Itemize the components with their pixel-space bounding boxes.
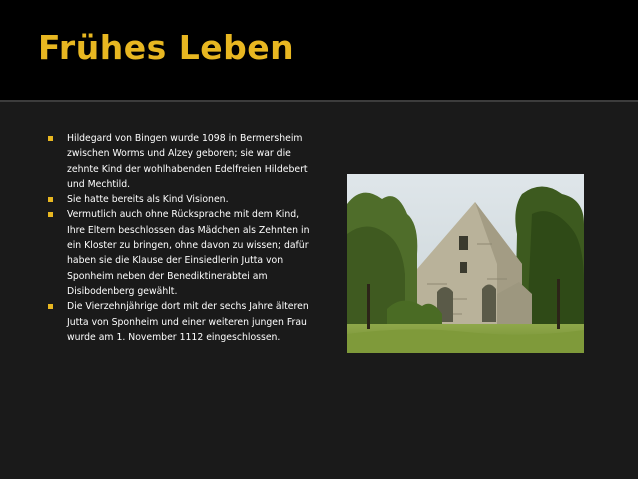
bullet-square-icon xyxy=(48,212,53,217)
bullet-item xyxy=(48,299,312,345)
title-bar xyxy=(0,0,638,101)
bullet-square-icon xyxy=(48,304,53,309)
ruin-illustration xyxy=(347,174,584,353)
bullet-item xyxy=(48,131,312,192)
bullet-square-icon xyxy=(48,136,53,141)
bullet-text: Hildegard von Bingen wurde 1098 in Bermersheim zwischen Worms und Alzey geboren; sie war die zehnte Kind der wohlhabenden Edelfreien Hildebert und Mechtild. xyxy=(67,133,308,190)
bullet-text: Vermutlich auch ohne Rücksprache mit dem Kind, Ihre Eltern beschlossen das Mädchen als Zehnten in ein Kloster zu bringen, ohne davon zu wissen; dafür haben sie die Klause der Einsiedlerin Jutta von Sponheim neben der Benediktinerabtei am Disibodenberg gewählt. xyxy=(67,209,310,297)
bullet-text: Die Vierzehnjährige dort mit der sechs Jahre älteren Jutta von Sponheim und einer weiteren jungen Frau wurde am 1. November 1112 eingeschlossen. xyxy=(67,301,309,343)
bullet-list xyxy=(48,131,312,345)
bullet-item xyxy=(48,192,312,207)
slide-title: Frühes Leben xyxy=(38,28,295,67)
bullet-text: Sie hatte bereits als Kind Visionen. xyxy=(67,194,229,206)
bullet-square-icon xyxy=(48,197,53,202)
bullet-item xyxy=(48,207,312,299)
ruin-photo xyxy=(347,174,584,353)
